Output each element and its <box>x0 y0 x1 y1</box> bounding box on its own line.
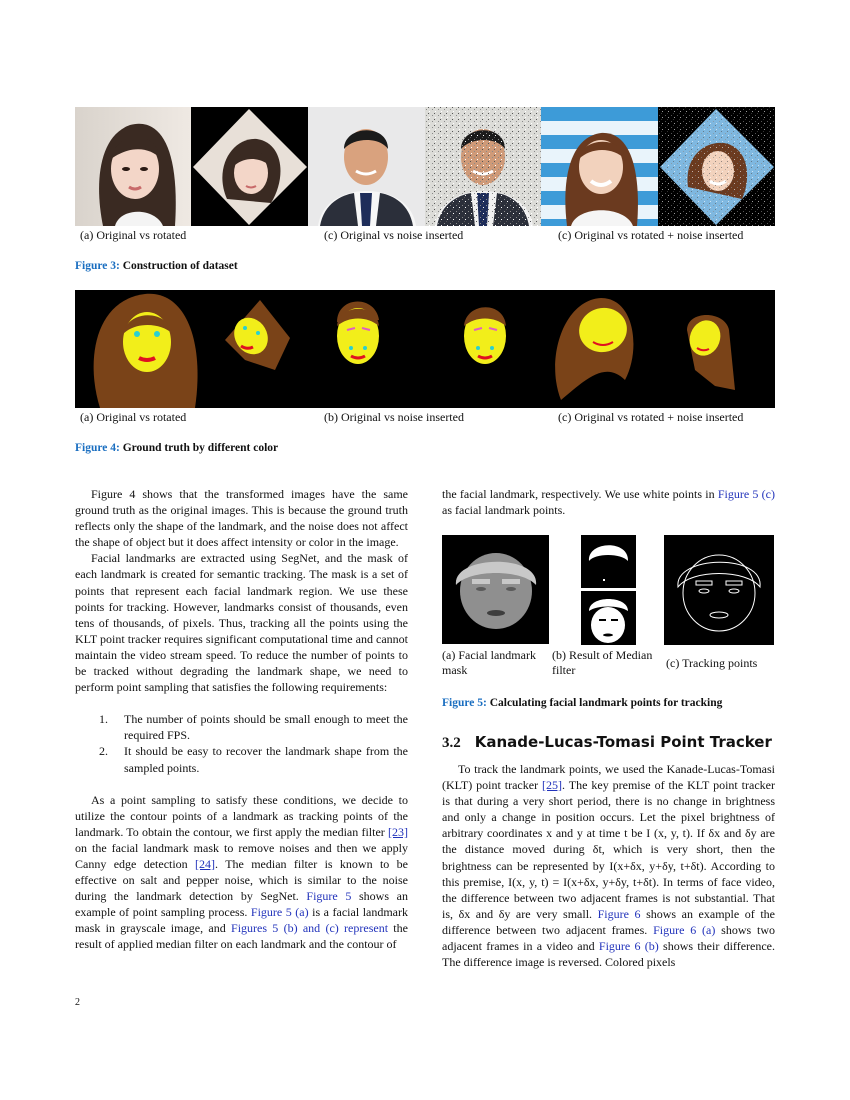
requirement-text: The number of points should be small enough to meet the required FPS. <box>124 712 408 743</box>
text-run: as facial landmark points. <box>442 503 566 518</box>
figure5-title: Calculating facial landmark points for tracking <box>489 697 723 709</box>
left-paragraph-2: Facial landmarks are extracted using SegNet, and the mask of each landmark is created for semantic tracking. The mask is a set of points that represent each facial landmark region. We use these points for tracking. However, landmarks consist of thousands, even tens of thousands, of pixels. Thus, tracking all the points using the KLT point tracker requires significant computational time and cannot maintain the video stream speed. To reduce the number of points to be tracked without degrading the landmark shape, we need to perform point sampling that satisfies the following requirements: <box>75 551 408 695</box>
figure4-label: Figure 4: <box>75 442 120 454</box>
figure3-title: Construction of dataset <box>122 260 238 272</box>
fig3-subcaption-b: (c) Original vs noise inserted <box>324 228 464 242</box>
section-number: 3.2 <box>442 735 461 751</box>
citation-link-25[interactable]: [25] <box>542 778 563 793</box>
fig3-photo-man-original <box>308 107 425 226</box>
right-column-bottom <box>442 761 775 970</box>
fig3-photo-woman-rotated <box>191 107 308 226</box>
right-column-top <box>442 486 775 518</box>
left-paragraph-1: Figure 4 shows that the transformed images have the same ground truth as the original images. This is because the ground truth reflects only the shape of the landmark, and the noise does not affect the shape of object but it does affect intensity or color in the image. <box>75 487 408 550</box>
fig4-subcaption-c: (c) Original vs rotated + noise inserted <box>558 410 744 424</box>
figure5a-link[interactable]: Figure 5 (a) <box>250 905 309 920</box>
figure5-caption <box>442 697 722 709</box>
figure6a-link[interactable]: Figure 6 (a) <box>653 922 716 937</box>
fig5-image-tracking-points <box>664 535 774 645</box>
fig3-photo-woman2-rotated-noise <box>658 107 775 226</box>
figure5bc-link[interactable]: Figures 5 (b) and (c) represent <box>231 921 389 936</box>
fig3-photo-man-noise <box>425 107 541 226</box>
text-run: shows their difference. The difference image is reversed. Colored pixels <box>442 939 776 970</box>
requirement-number: 1. <box>99 712 108 727</box>
fig3-subcaption-a: (a) Original vs rotated <box>80 228 187 242</box>
section-title: Kanade-Lucas-Tomasi Point Tracker <box>474 733 772 751</box>
right-paragraph-2 <box>442 761 775 970</box>
figure4-caption <box>75 442 278 454</box>
text-run: . The median filter is known to be effective on salt and pepper noise, which is similar to the noise during the landmark detection by SegNet. <box>75 856 408 904</box>
fig5-image-median-hair <box>581 535 636 588</box>
requirement-text: It should be easy to recover the landmark shape from the sampled points. <box>124 744 408 775</box>
figure3-caption <box>75 260 238 272</box>
figure6b-link[interactable]: Figure 6 (b) <box>598 939 659 954</box>
fig3-photo-woman2-original <box>541 107 658 226</box>
requirement-number: 2. <box>99 744 108 759</box>
left-paragraph-3 <box>75 792 408 953</box>
fig5-subcaption-c: (c) Tracking points <box>666 656 758 670</box>
figure4-image-strip <box>75 290 775 408</box>
figure4-title: Ground truth by different color <box>122 442 279 454</box>
fig3-photo-woman-original <box>75 107 191 226</box>
fig5-image-median-face <box>581 591 636 645</box>
fig5-image-landmark-mask <box>442 535 549 644</box>
text-run: the facial landmark, respectively. We use white points in <box>442 487 718 501</box>
fig3-subcaption-c: (c) Original vs rotated + noise inserted <box>558 228 744 242</box>
figure3-label: Figure 3: <box>75 260 120 272</box>
fig5-subcaption-b: (b) Result of Median filter <box>552 648 653 677</box>
page-number: 2 <box>75 997 80 1008</box>
text-run: is a facial landmark mask in grayscale image, and <box>75 905 409 936</box>
text-run: . The key premise of the KLT point tracker is that during a very short period, there is no change in brightness and only a change in position occurs. Let the pixel brightness of arbitrary coordinates x and y at time t be I (x, y, t). If δx and δy are the distance moved during δt, which is very short, then the brightness can be represented by I(x+δx, y+δy, t+δt). According to this premise, I(x, y, t) = I(x+δx, y+δy, t+δt). In terms of face video, the difference between two adjacent frames is not substantial. That is, δx and δy are very small. <box>442 778 775 921</box>
figure3-image-strip <box>75 107 775 226</box>
text-run: As a point sampling to satisfy these conditions, we decide to utilize the contour points of a landmark as tracking points of the landmark. To obtain the contour, we first apply the median filter <box>75 792 408 839</box>
text-run: the result of applied median filter on each landmark and the contour of <box>75 921 408 952</box>
text-run: on the facial landmark mask to remove noises and then we apply Canny edge detection <box>75 840 408 871</box>
figure5-label: Figure 5: <box>442 697 487 709</box>
citation-link-23[interactable]: [23] <box>388 824 408 839</box>
figure5c-link[interactable]: Figure 5 (c) <box>717 487 775 501</box>
section-heading <box>442 733 772 752</box>
fig4-subcaption-b: (b) Original vs noise inserted <box>324 410 464 424</box>
text-run: To track the landmark points, we used the Kanade-Lucas-Tomasi (KLT) point tracker <box>442 762 775 793</box>
fig4-subcaption-a: (a) Original vs rotated <box>80 410 187 424</box>
requirement-item-1 <box>75 711 408 743</box>
left-column <box>75 486 408 953</box>
text-run: shows an example of the difference between two adjacent frames. <box>442 906 775 937</box>
text-run: shows an example of point sampling process. <box>75 889 408 920</box>
requirements-list <box>75 711 408 775</box>
figure5-link[interactable]: Figure 5 <box>306 889 352 904</box>
text-run: shows two adjacent frames in a video and <box>442 922 775 954</box>
citation-link-24[interactable]: [24] <box>195 856 216 871</box>
right-paragraph-1 <box>442 486 775 518</box>
figure6-link[interactable]: Figure 6 <box>597 906 641 921</box>
fig5-subcaption-a: (a) Facial landmark mask <box>442 648 536 677</box>
requirement-item-2 <box>75 743 408 775</box>
